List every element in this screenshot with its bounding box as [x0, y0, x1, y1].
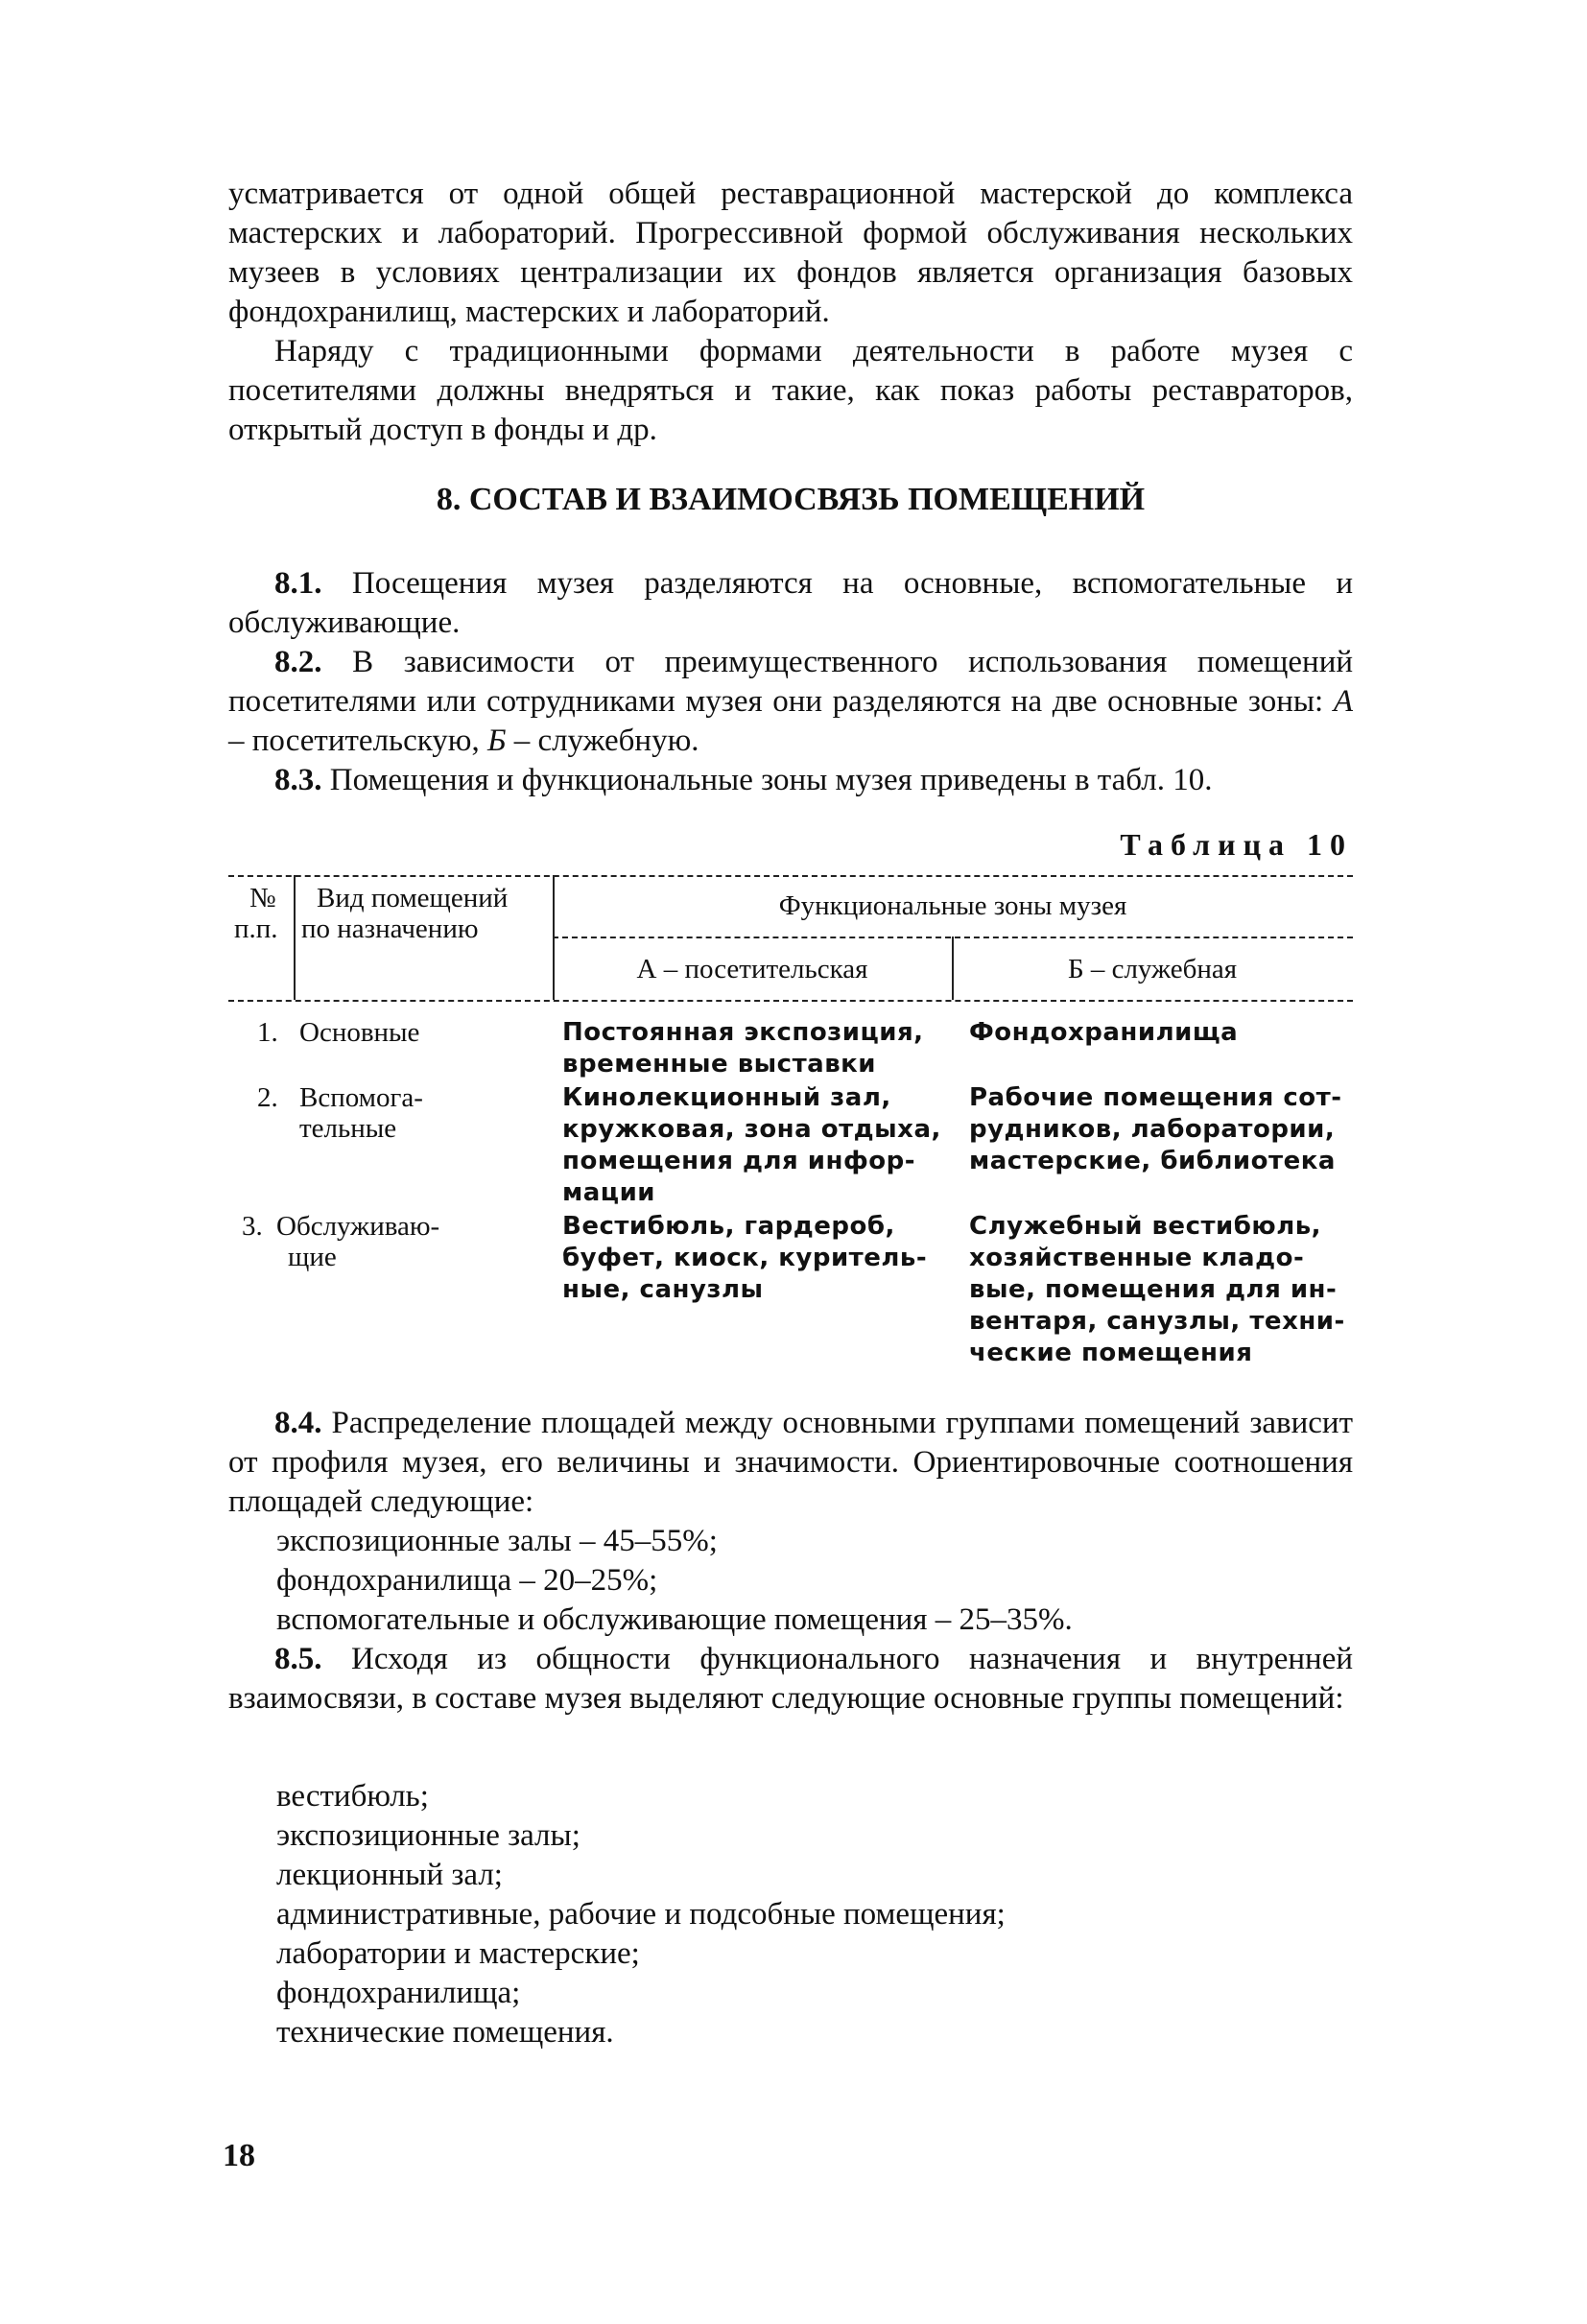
- intro-paragraph-1: усматривается от одной общей реставрационной мастерской до комплекса мастерских и лабораторий. Прогрессивной формой обслуживания нескольких музеев в условиях централизации их фондов является организация базовых фондохранилищ, мастерских и лабораторий.: [228, 177, 1353, 329]
- row-3-type: Обслуживаю- щие: [276, 1211, 440, 1272]
- paragraph-8-1: [228, 564, 1353, 643]
- row-2-type: Вспомога- тельные: [299, 1082, 423, 1144]
- header-number: №: [249, 883, 276, 913]
- area-ratio-list: [276, 1522, 1236, 1640]
- header-functional-zones: Функциональные зоны музея: [778, 890, 1127, 921]
- row-3-number: 3.: [242, 1211, 263, 1242]
- row-2-number: 2.: [257, 1082, 278, 1113]
- paragraph-text: Распределение площадей между основными группами помещений зависит от профиля музея, его величины и значимости. Ориентировочные соотношения площадей следующие:: [228, 1406, 1353, 1519]
- list-item: фондохранилища – 20–25%;: [276, 1563, 658, 1598]
- zone-b-text: – служебную.: [513, 723, 699, 758]
- paragraph-number: 8.3.: [274, 763, 322, 797]
- row-2-zone-b: Рабочие помещения сот- рудников, лаборатории, мастерские, библиотека: [969, 1083, 1342, 1175]
- room-groups-list: [276, 1777, 1236, 2052]
- intro-paragraph-2: Наряду с традиционными формами деятельности в работе музея с посетителями должны внедряться и такие, как показ работы реставраторов, открытый доступ в фонды и др.: [228, 334, 1353, 447]
- paragraph-8-2: [228, 643, 1353, 761]
- paragraph-number: 8.4.: [274, 1406, 322, 1440]
- header-number: п.п.: [234, 913, 278, 944]
- rooms-table: [228, 873, 1353, 1372]
- paragraph-number: 8.5.: [274, 1642, 322, 1676]
- list-item: экспозиционные залы – 45–55%;: [276, 1524, 718, 1558]
- table-top-rule: [228, 875, 1353, 877]
- zone-a-text: – посетительскую,: [228, 723, 480, 758]
- paragraph-text: Помещения и функциональные зоны музея приведены в табл. 10.: [329, 763, 1213, 797]
- row-1-zone-b: Фондохранилища: [969, 1018, 1239, 1047]
- row-2-zone-a: Кинолекционный зал, кружковая, зона отдыха, помещения для инфор- мации: [562, 1083, 941, 1207]
- paragraph-number: 8.1.: [274, 566, 322, 601]
- list-item: вспомогательные и обслуживающие помещения – 25–35%.: [276, 1602, 1073, 1637]
- row-1-number: 1.: [257, 1017, 278, 1048]
- paragraph-text: Посещения музея разделяются на основные, вспомогательные и обслуживающие.: [228, 566, 1353, 640]
- header-room-type: по назначению: [301, 913, 479, 944]
- paragraph-number: 8.2.: [274, 645, 322, 679]
- list-item: экспозиционные залы;: [276, 1818, 580, 1853]
- row-1-type: Основные: [299, 1017, 420, 1048]
- table-header-rule: [228, 1000, 1353, 1002]
- paragraph-text: Исходя из общности функционального назначения и внутренней взаимосвязи, в составе музея выделяют следующие основные группы помещений:: [228, 1642, 1354, 1716]
- header-zone-a: А – посетительская: [636, 954, 868, 984]
- page-number: 18: [223, 2138, 255, 2173]
- list-item: фондохранилища;: [276, 1976, 521, 2010]
- paragraph-8-5: [228, 1640, 1353, 1719]
- zone-b-letter: Б: [486, 723, 507, 758]
- paragraph-8-4: [228, 1404, 1353, 1522]
- paragraph-8-3: [228, 761, 1353, 800]
- paragraph-text: В зависимости от преимущественного использования помещений посетителями или сотрудниками музея они разделяются на две основные зоны:: [228, 645, 1354, 719]
- list-item: административные, рабочие и подсобные помещения;: [276, 1897, 1006, 1932]
- zone-a-letter: А: [1333, 684, 1353, 719]
- list-item: вестибюль;: [276, 1779, 429, 1814]
- header-zone-b: Б – служебная: [1067, 954, 1238, 984]
- row-3-zone-a: Вестибюль, гардероб, буфет, киоск, куритель- ные, санузлы: [562, 1212, 928, 1304]
- list-item: лаборатории и мастерские;: [276, 1936, 640, 1971]
- list-item: технические помещения.: [276, 2015, 614, 2050]
- table-caption: Таблица 10: [1120, 827, 1353, 862]
- list-item: лекционный зал;: [276, 1858, 503, 1892]
- table-divider: [294, 875, 296, 1000]
- row-3-zone-b: Служебный вестибюль, хозяйственные кладо- вые, помещения для ин- вентаря, санузлы, техни- ческие помещения: [969, 1212, 1345, 1367]
- row-1-zone-a: Постоянная экспозиция, временные выставки: [562, 1018, 924, 1079]
- header-room-type: Вид помещений: [317, 883, 509, 913]
- section-heading: 8. СОСТАВ И ВЗАИМОСВЯЗЬ ПОМЕЩЕНИЙ: [436, 482, 1146, 517]
